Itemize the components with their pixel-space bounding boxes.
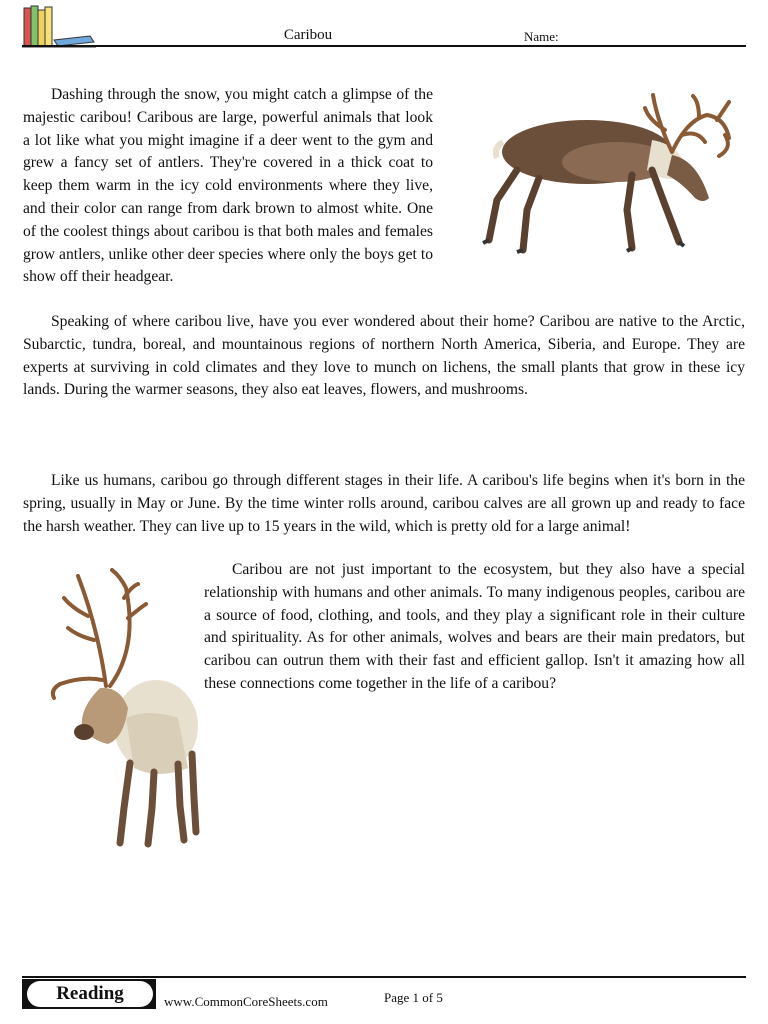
article-paragraph-2	[23, 311, 745, 402]
footer-site-url: www.CommonCoreSheets.com	[164, 994, 328, 1009]
paragraph-text: Dashing through the snow, you might catch a glimpse of the majestic caribou! Caribous are large, powerful animals that look a lot like what you might imagine if a deer went to the gym and grew a fancy set of antlers. They're covered in a thick coat to keep them warm in the icy cold environments where they live, and their color can range from dark brown to almost white. One of the coolest things about caribou is that both males and females grow antlers, unlike other deer species where only the boys get to show off their headgear.	[23, 86, 433, 286]
article-paragraph-4	[204, 559, 745, 696]
walking-caribou-illustration	[467, 90, 743, 255]
paragraph-text: Like us humans, caribou go through different stages in their life. A caribou's life begins when it's born in the spring, usually in May or June. By the time winter rolls around, caribou calves are all grown up and ready to face the harsh weather. They can live up to 15 years in the wild, which is pretty old for a large animal!	[23, 472, 745, 535]
paragraph-text: Caribou are not just important to the ecosystem, but they also have a special relationship with humans and other animals. To many indigenous peoples, caribou are a source of food, clothing, and tools, and they play a significant role in their culture and spirituality. As for other animals, wolves and bears are their main predators, but caribou can outrun them with their fast and efficient gallop. Isn't it amazing how all these connections come together in the life of a caribou?	[204, 561, 745, 692]
standing-caribou-illustration	[28, 568, 200, 848]
footer-divider	[22, 976, 746, 978]
name-label: Name:	[524, 29, 559, 44]
reading-badge: Reading	[27, 981, 153, 1007]
paragraph-text: Speaking of where caribou live, have you ever wondered about their home? Caribou are native to the Arctic, Subarctic, tundra, boreal, and mountainous regions of northern North America, Siberia, and Europe. They are experts at surviving in cold climates and they love to munch on lichens, the small plants that grow in these icy lands. During the warmer seasons, they also eat leaves, flowers, and mushrooms.	[23, 313, 745, 399]
page-number: Page 1 of 5	[384, 990, 443, 1005]
page-title: Caribou	[283, 27, 333, 43]
header-divider	[22, 45, 746, 47]
article-paragraph-3	[23, 470, 745, 538]
